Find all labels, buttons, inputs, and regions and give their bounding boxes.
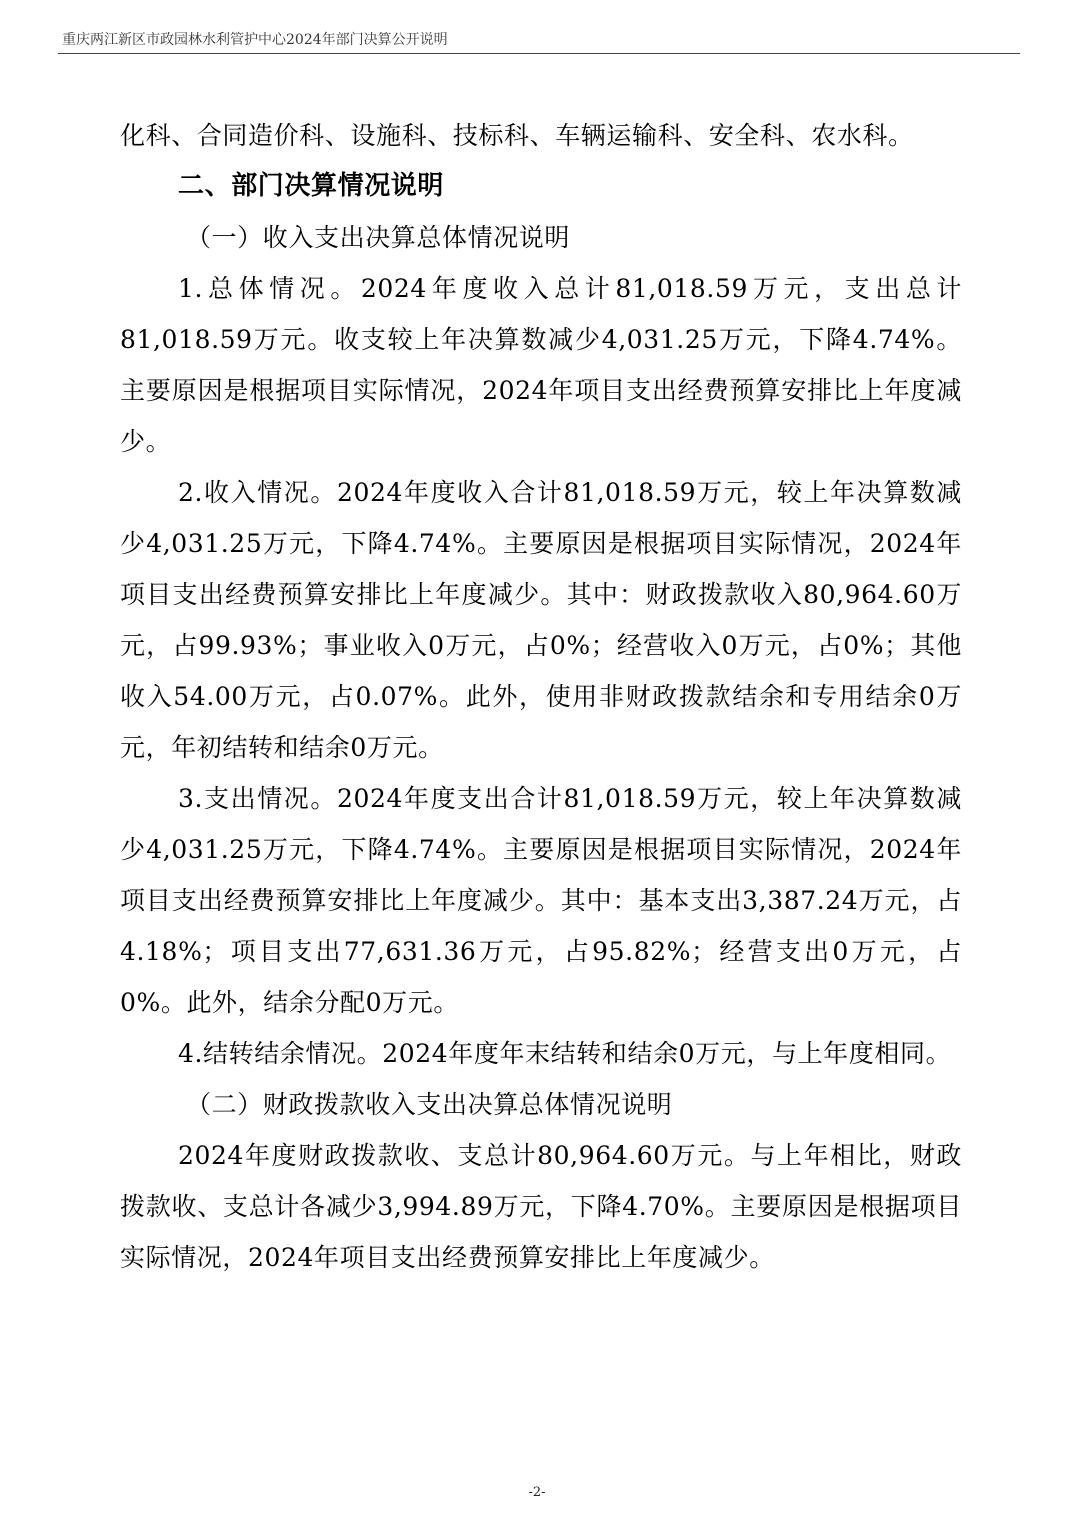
paragraph-overall: 1.总体情况。2024年度收入总计81,018.59万元，支出总计81,018.59万元。收支较上年决算数减少4,031.25万元，下降4.74%。主要原因是根据项目实际情况，2024年项目支出经费预算安排比上年度减少。 xyxy=(120,274,962,456)
subsection-heading-2: （二）财政拨款收入支出决算总体情况说明 xyxy=(186,1090,673,1119)
header-divider xyxy=(58,53,1020,54)
section-heading: 二、部门决算情况说明 xyxy=(178,171,445,201)
paragraph-carryover: 4.结转结余情况。2024年度年末结转和结余0万元，与上年度相同。 xyxy=(178,1039,952,1068)
paragraph-expenditure: 3.支出情况。2024年度支出合计81,018.59万元，较上年决算数减少4,031.25万元，下降4.74%。主要原因是根据项目实际情况，2024年项目支出经费预算安排比上年度减少。其中：基本支出3,387.24万元，占4.18%；项目支出77,631.36万元，占95.82%；经营支出0万元，占0%。此外，结余分配0万元。 xyxy=(120,784,962,1017)
page-header-title: 重庆两江新区市政园林水利管护中心2024年部门决算公开说明 xyxy=(62,32,448,48)
document-body xyxy=(120,110,962,1283)
paragraph-continuation: 化科、合同造价科、设施科、技标科、车辆运输科、安全科、农水科。 xyxy=(120,121,914,150)
page-number: -2- xyxy=(528,1485,546,1500)
paragraph-fiscal-appropriation: 2024年度财政拨款收、支总计80,964.60万元。与上年相比，财政拨款收、支总计各减少3,994.89万元，下降4.70%。主要原因是根据项目实际情况，2024年项目支出经费预算安排比上年度减少。 xyxy=(120,1141,962,1272)
subsection-heading-1: （一）收入支出决算总体情况说明 xyxy=(186,223,571,252)
paragraph-income: 2.收入情况。2024年度收入合计81,018.59万元，较上年决算数减少4,031.25万元，下降4.74%。主要原因是根据项目实际情况，2024年项目支出经费预算安排比上年度减少。其中：财政拨款收入80,964.60万元，占99.93%；事业收入0万元，占0%；经营收入0万元，占0%；其他收入54.00万元，占0.07%。此外，使用非财政拨款结余和专用结余0万元，年初结转和结余0万元。 xyxy=(120,478,962,762)
